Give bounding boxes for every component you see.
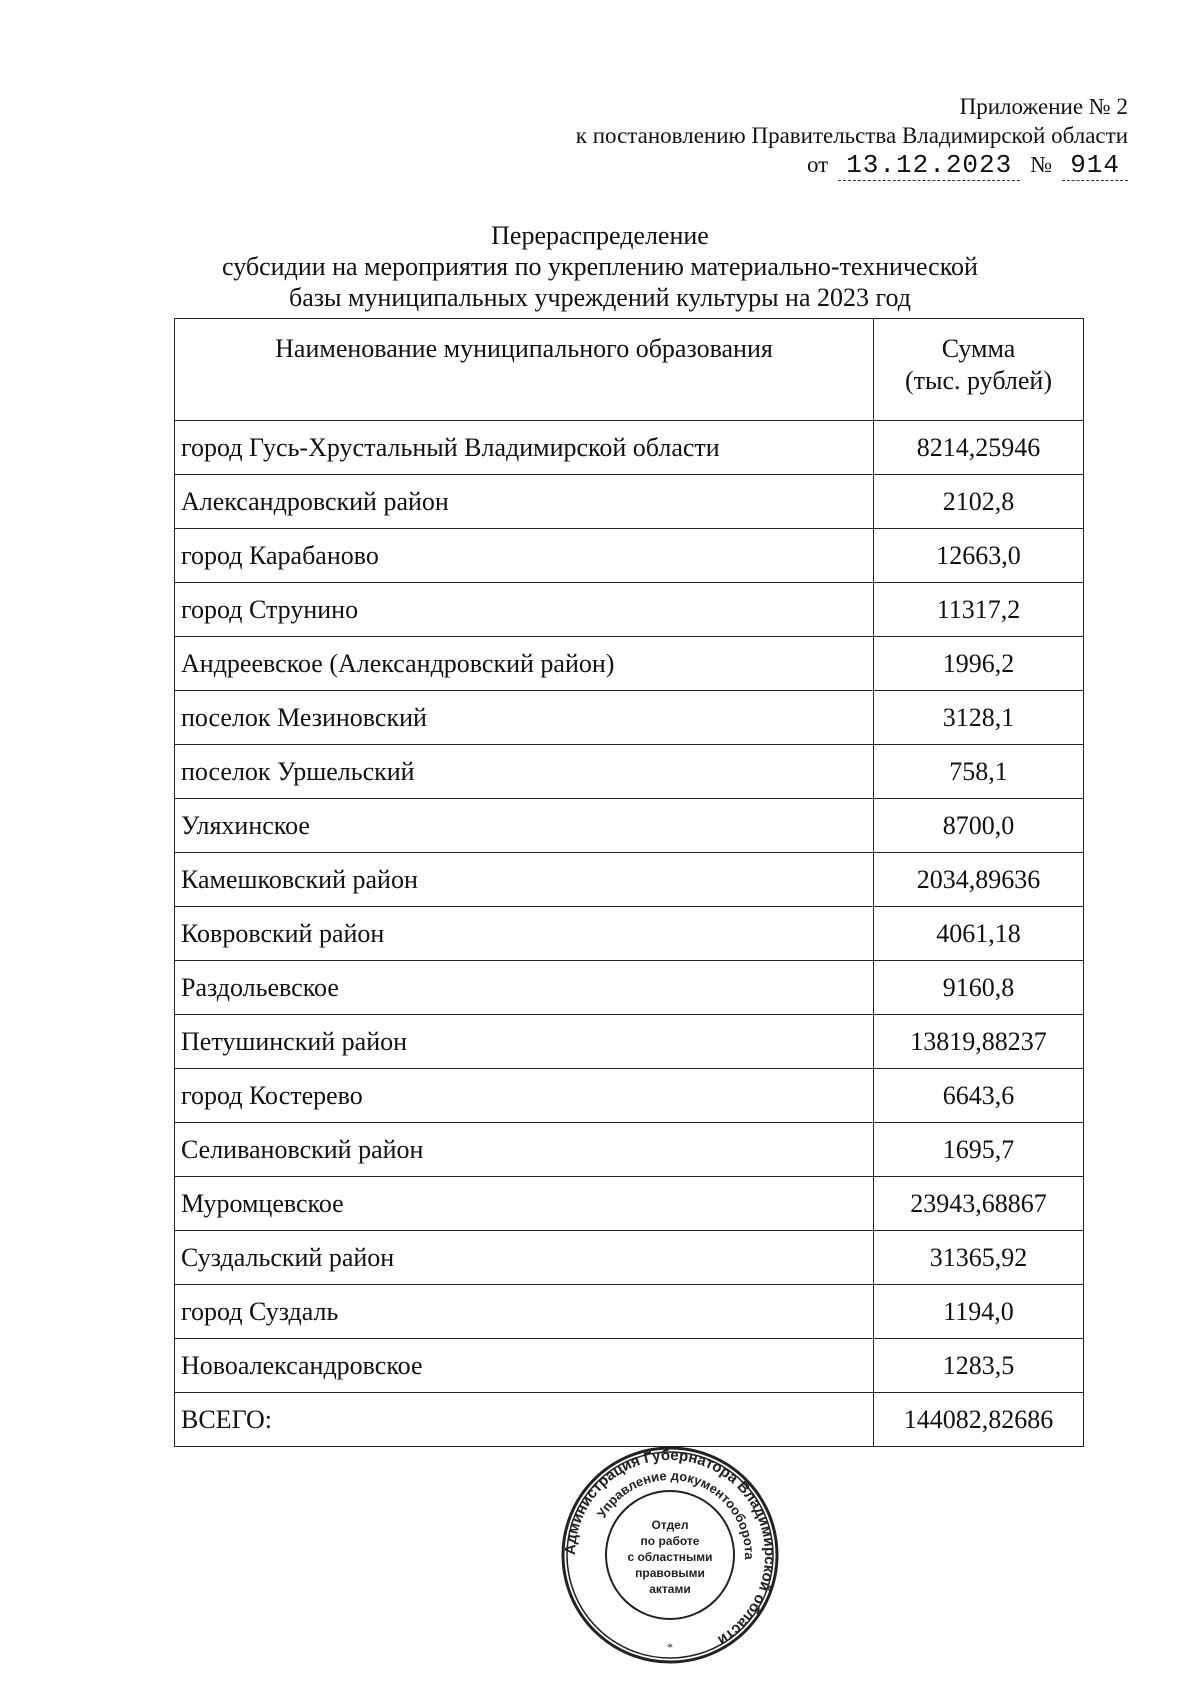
row-name: Раздольевское bbox=[175, 961, 874, 1015]
svg-text:актами: актами bbox=[649, 1582, 691, 1596]
table-row bbox=[175, 475, 1084, 529]
svg-text:правовыми: правовыми bbox=[635, 1566, 705, 1580]
header-amount-unit: (тыс. рублей) bbox=[904, 366, 1052, 395]
row-name: город Суздаль bbox=[175, 1285, 874, 1339]
table-row bbox=[175, 745, 1084, 799]
row-amount: 11317,2 bbox=[874, 583, 1084, 637]
table-header-row bbox=[175, 319, 1084, 421]
total-label: ВСЕГО: bbox=[175, 1393, 874, 1447]
header-name: Наименование муниципального образования bbox=[175, 319, 874, 421]
row-name: Суздальский район bbox=[175, 1231, 874, 1285]
row-amount: 1996,2 bbox=[874, 637, 1084, 691]
title-line-3: базы муниципальных учреждений культуры на 2023 год bbox=[288, 283, 911, 312]
row-amount: 1283,5 bbox=[874, 1339, 1084, 1393]
table-row bbox=[175, 1015, 1084, 1069]
decree-date: 13.12.2023 bbox=[838, 151, 1020, 181]
header-amount bbox=[874, 319, 1084, 421]
number-label: № bbox=[1030, 152, 1053, 177]
table-row bbox=[175, 799, 1084, 853]
row-amount: 758,1 bbox=[874, 745, 1084, 799]
table-row bbox=[175, 1123, 1084, 1177]
row-amount: 13819,88237 bbox=[874, 1015, 1084, 1069]
row-amount: 1695,7 bbox=[874, 1123, 1084, 1177]
row-name: Селивановский район bbox=[175, 1123, 874, 1177]
row-name: город Струнино bbox=[175, 583, 874, 637]
row-name: город Гусь-Хрустальный Владимирской области bbox=[175, 421, 874, 475]
svg-text:*: * bbox=[667, 1640, 673, 1654]
svg-text:по работе: по работе bbox=[640, 1534, 700, 1548]
table-row bbox=[175, 529, 1084, 583]
row-amount: 8700,0 bbox=[874, 799, 1084, 853]
row-amount: 31365,92 bbox=[874, 1231, 1084, 1285]
row-amount: 3128,1 bbox=[874, 691, 1084, 745]
table-row bbox=[175, 1177, 1084, 1231]
appendix-reference: к постановлению Правительства Владимирской области bbox=[575, 123, 1128, 148]
appendix-date-line bbox=[428, 150, 1128, 181]
table-row bbox=[175, 907, 1084, 961]
from-label: от bbox=[806, 152, 829, 177]
svg-text:Отдел: Отдел bbox=[651, 1518, 689, 1532]
row-name: Муромцевское bbox=[175, 1177, 874, 1231]
row-amount: 2034,89636 bbox=[874, 853, 1084, 907]
table-row bbox=[175, 853, 1084, 907]
appendix-block bbox=[428, 92, 1128, 181]
row-name: Уляхинское bbox=[175, 799, 874, 853]
title-line-2: субсидии на мероприятия по укреплению материально-технической bbox=[222, 252, 978, 281]
svg-text:с областными: с областными bbox=[627, 1550, 713, 1564]
row-amount: 6643,6 bbox=[874, 1069, 1084, 1123]
row-name: поселок Уршельский bbox=[175, 745, 874, 799]
header-amount-label: Сумма bbox=[941, 334, 1016, 363]
table-body bbox=[175, 421, 1084, 1393]
official-stamp bbox=[560, 1445, 780, 1665]
total-amount: 144082,82686 bbox=[874, 1393, 1084, 1447]
row-name: Петушинский район bbox=[175, 1015, 874, 1069]
row-name: город Костерево bbox=[175, 1069, 874, 1123]
decree-number: 914 bbox=[1062, 151, 1128, 181]
table-row bbox=[175, 583, 1084, 637]
document-title bbox=[150, 220, 1050, 313]
appendix-title: Приложение № 2 bbox=[959, 94, 1128, 119]
title-line-1: Перераспределение bbox=[491, 221, 709, 250]
row-name: Андреевское (Александровский район) bbox=[175, 637, 874, 691]
row-name: Ковровский район bbox=[175, 907, 874, 961]
row-amount: 12663,0 bbox=[874, 529, 1084, 583]
row-name: Новоалександровское bbox=[175, 1339, 874, 1393]
row-amount: 9160,8 bbox=[874, 961, 1084, 1015]
row-amount: 8214,25946 bbox=[874, 421, 1084, 475]
row-amount: 23943,68867 bbox=[874, 1177, 1084, 1231]
row-amount: 2102,8 bbox=[874, 475, 1084, 529]
table-row bbox=[175, 421, 1084, 475]
row-name: Александровский район bbox=[175, 475, 874, 529]
table-row bbox=[175, 1231, 1084, 1285]
row-name: город Карабаново bbox=[175, 529, 874, 583]
row-name: поселок Мезиновский bbox=[175, 691, 874, 745]
svg-text:Управление документооборота: Управление документооборота bbox=[593, 1467, 758, 1560]
total-row bbox=[175, 1393, 1084, 1447]
subsidy-table bbox=[174, 318, 1084, 1447]
table-row bbox=[175, 961, 1084, 1015]
table-row bbox=[175, 1339, 1084, 1393]
row-name: Камешковский район bbox=[175, 853, 874, 907]
svg-text:Администрация Губернатора Влад: Администрация Губернатора Владимирской области bbox=[561, 1446, 779, 1649]
table-row bbox=[175, 1285, 1084, 1339]
row-amount: 4061,18 bbox=[874, 907, 1084, 961]
table-row bbox=[175, 691, 1084, 745]
row-amount: 1194,0 bbox=[874, 1285, 1084, 1339]
table-row bbox=[175, 1069, 1084, 1123]
table-row bbox=[175, 637, 1084, 691]
